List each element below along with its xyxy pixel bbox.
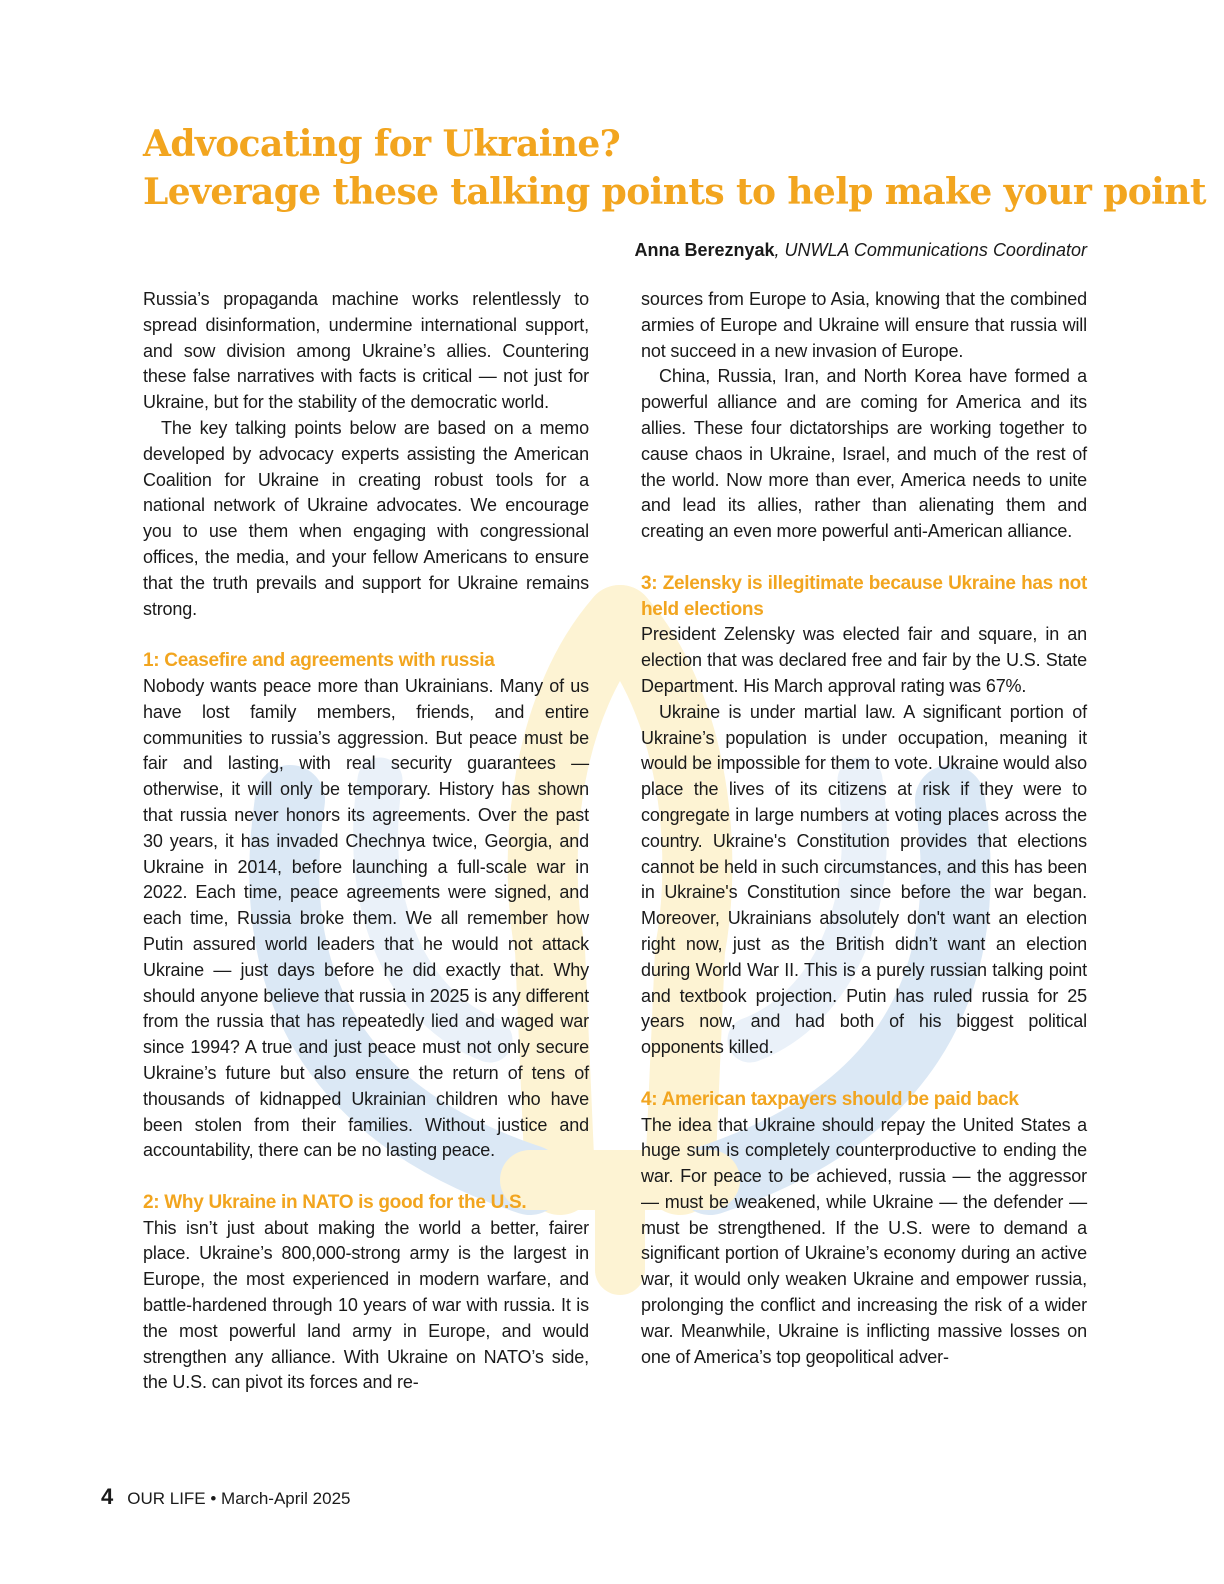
section-paragraph: Nobody wants peace more than Ukrainians. Many of us have lost family members, friends, and entire communities to russia’s aggression. But peace must be fair and lasting, with real security guarantees — otherwise, it will only be temporary. History has shown that russia never honors its agreements. Over the past 30 years, it has invaded Chechnya twice, Georgia, and Ukraine in 2014, before launching a full-scale war in 2022. Each time, peace agreements were signed, and each time, Russia broke them. We all remember how Putin assured world leaders that he would not attack Ukraine — just days before he did exactly that. Why should anyone believe that russia in 2025 is any different from the russia that has repeatedly lied and waged war since 1994? A true and just peace must not only secure Ukraine’s future but also ensure the return of tens of thousands of kidnapped Ukrainian children who have been stolen from their families. Without justice and accountability, there can be no lasting peace. — [143, 675, 589, 1161]
section-paragraph: Ukraine is under martial law. A significant portion of Ukraine’s population is under occupation, meaning it would be impossible for them to vote. Ukraine would also place the lives of its citizens at risk if they were to congregate in large numbers at voting places across the country. Ukraine's Constitution provides that elections cannot be held in such circumstances, and this has been in Ukraine's Constitution since before the war began. Moreover, Ukrainians absolutely don't want an election right now, just as the British didn’t want an election during World War II. This is a purely russian talking point and textbook projection. Putin has ruled russia for 25 years now, and had both of his biggest political opponents killed. — [641, 701, 1087, 1058]
author-name: Anna Bereznyak — [634, 240, 775, 260]
section-paragraph: China, Russia, Iran, and North Korea have formed a powerful alliance and are coming for America and its allies. These four dictatorships are working together to cause chaos in Ukraine, Israel, and much of the rest of the world. Now more than ever, America needs to unite and lead its allies, rather than alienating them and creating an even more powerful anti-American alliance. — [641, 366, 1087, 542]
section-heading: 4: American taxpayers should be paid back — [641, 1088, 1019, 1110]
section-paragraph: The idea that Ukraine should repay the United States a huge sum is completely counterproductive to ending the war. For peace to be achieved, russia — the aggressor — must be weakened, while Ukraine — the defender — must be strengthened. If the U.S. were to demand a significant portion of Ukraine’s economy during an active war, it would only weaken Ukraine and empower russia, prolonging the conflict and increasing the risk of a wider war. Meanwhile, Ukraine is inflicting massive losses on one of America’s top geopolitical adver- — [641, 1114, 1087, 1367]
section-heading: 1: Ceasefire and agreements with russia — [143, 650, 495, 672]
section-paragraph: President Zelensky was elected fair and square, in an election that was declared free and fair by the U.S. State Department. His March approval rating was 67%. — [641, 624, 1087, 696]
section-heading: 3: Zelensky is illegitimate because Ukraine has not held elections — [641, 572, 1087, 620]
article-column-right — [641, 287, 1087, 1370]
author-role: , UNWLA Communications Coordinator — [774, 240, 1087, 260]
intro-paragraph: Russia’s propaganda machine works relentlessly to spread disinformation, undermine international support, and sow division among Ukraine’s allies. Countering these false narratives with facts is critical — not just for Ukraine, but for the stability of the democratic world. — [143, 289, 589, 413]
title-line-2: Leverage these talking points to help make your point — [143, 171, 1206, 213]
publication-info: OUR LIFE • March-April 2025 — [127, 1489, 351, 1508]
article-column-left — [143, 287, 589, 1396]
section-heading: 2: Why Ukraine in NATO is good for the U.S. — [143, 1191, 527, 1213]
intro-paragraph: The key talking points below are based on a memo developed by advocacy experts assisting the American Coalition for Ukraine in creating robust tools for a national network of Ukraine advocates. We encourage you to use them when engaging with congressional offices, the media, and your fellow Americans to ensure that the truth prevails and support for Ukraine remains strong. — [143, 417, 589, 619]
byline — [634, 240, 1087, 261]
title-line-1: Advocating for Ukraine? — [143, 123, 621, 165]
page-footer — [101, 1484, 351, 1510]
section-paragraph: sources from Europe to Asia, knowing that the combined armies of Europe and Ukraine will ensure that russia will not succeed in a new invasion of Europe. — [641, 289, 1087, 361]
section-paragraph: This isn’t just about making the world a better, fairer place. Ukraine’s 800,000-strong army is the largest in Europe, the most experienced in modern warfare, and battle-hardened through 10 years of war with russia. It is the most powerful land army in Europe, and would strengthen any alliance. With Ukraine on NATO’s side, the U.S. can pivot its forces and re- — [143, 1217, 589, 1393]
page-number: 4 — [101, 1484, 114, 1509]
page-title — [143, 120, 1206, 216]
